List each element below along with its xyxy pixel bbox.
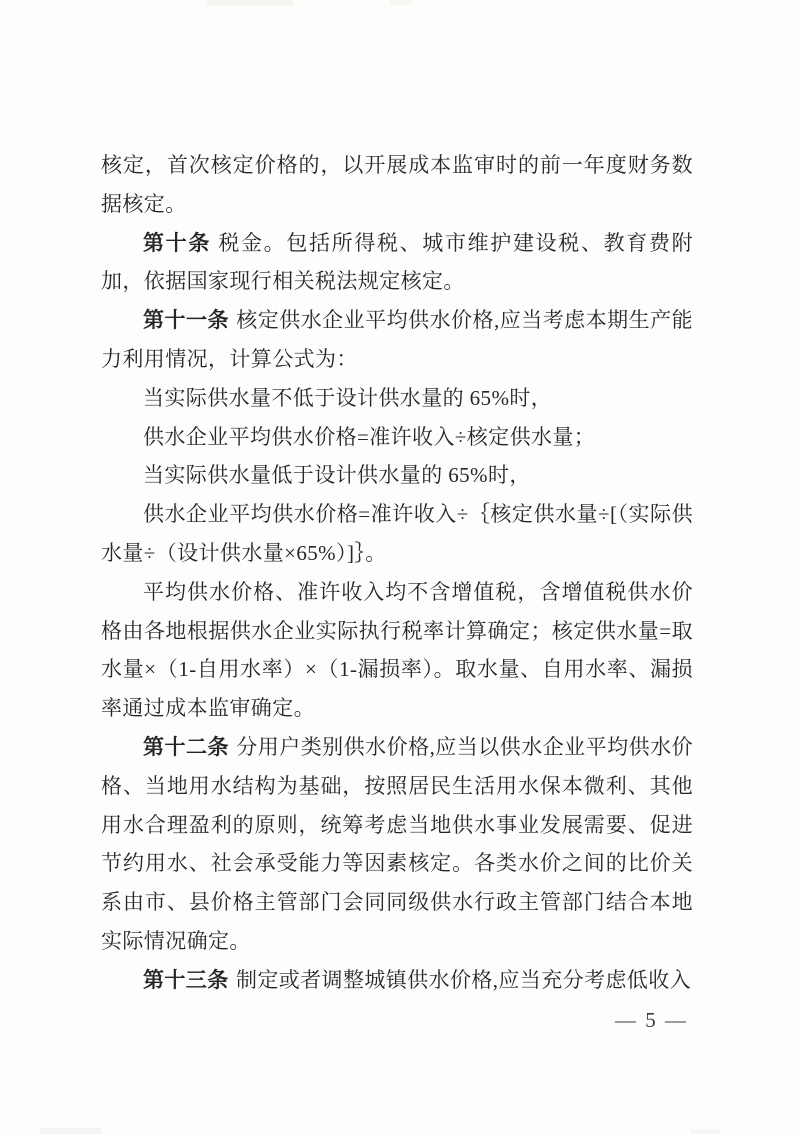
scan-artifact <box>390 0 412 5</box>
body-paragraph: 当实际供水量低于设计供水量的 65%时， <box>143 463 531 488</box>
article-number: 第十条 <box>143 230 211 255</box>
body-paragraph: 供水企业平均供水价格=准许收入÷｛核定供水量÷[（实际供水量÷（设计供水量×65%）]｝。 <box>101 502 693 565</box>
article-number: 第十一条 <box>143 308 229 333</box>
body-paragraph: 供水企业平均供水价格=准许收入÷核定供水量； <box>143 424 596 449</box>
body-paragraph: 平均供水价格、准许收入均不含增值税，含增值税供水价格由各地根据供水企业实际执行税率计算确定；核定供水量=取水量×（1-自用水率）×（1-漏损率）。取水量、自用水率、漏损率通过成本监审确定。 <box>101 579 693 721</box>
body-paragraph: 核定，首次核定价格的，以开展成本监审时的前一年度财务数据核定。 <box>101 153 693 216</box>
body-paragraph: 当实际供水量不低于设计供水量的 65%时， <box>143 385 553 410</box>
scan-artifact <box>690 1129 720 1134</box>
article-paragraph: 第十一条 核定供水企业平均供水价格,应当考虑本期生产能力利用情况，计算公式为： <box>101 308 693 371</box>
scan-artifact <box>207 0 293 6</box>
article-paragraph: 第十条 税金。包括所得税、城市维护建设税、教育费附加，依据国家现行相关税法规定核定。 <box>101 230 693 294</box>
article-number: 第十三条 <box>143 967 229 992</box>
page-number: — 5 — <box>615 1008 688 1032</box>
article-number: 第十二条 <box>143 734 229 759</box>
article-paragraph: 第十二条 分用户类别供水价格,应当以供水企业平均供水价格、当地用水结构为基础，按照居民生活用水保本微利、其他用水合理盈利的原则，统筹考虑当地供水事业发展需要、促进节约用水、社会承受能力等因素核定。各类水价之间的比价关系由市、县价格主管部门会同同级供水行政主管部门结合本地实际情况确定。 <box>101 734 693 953</box>
scan-artifact <box>40 1128 102 1134</box>
document-body <box>101 146 693 1000</box>
article-paragraph: 第十三条 制定或者调整城镇供水价格,应当充分考虑低收入 <box>143 967 692 992</box>
